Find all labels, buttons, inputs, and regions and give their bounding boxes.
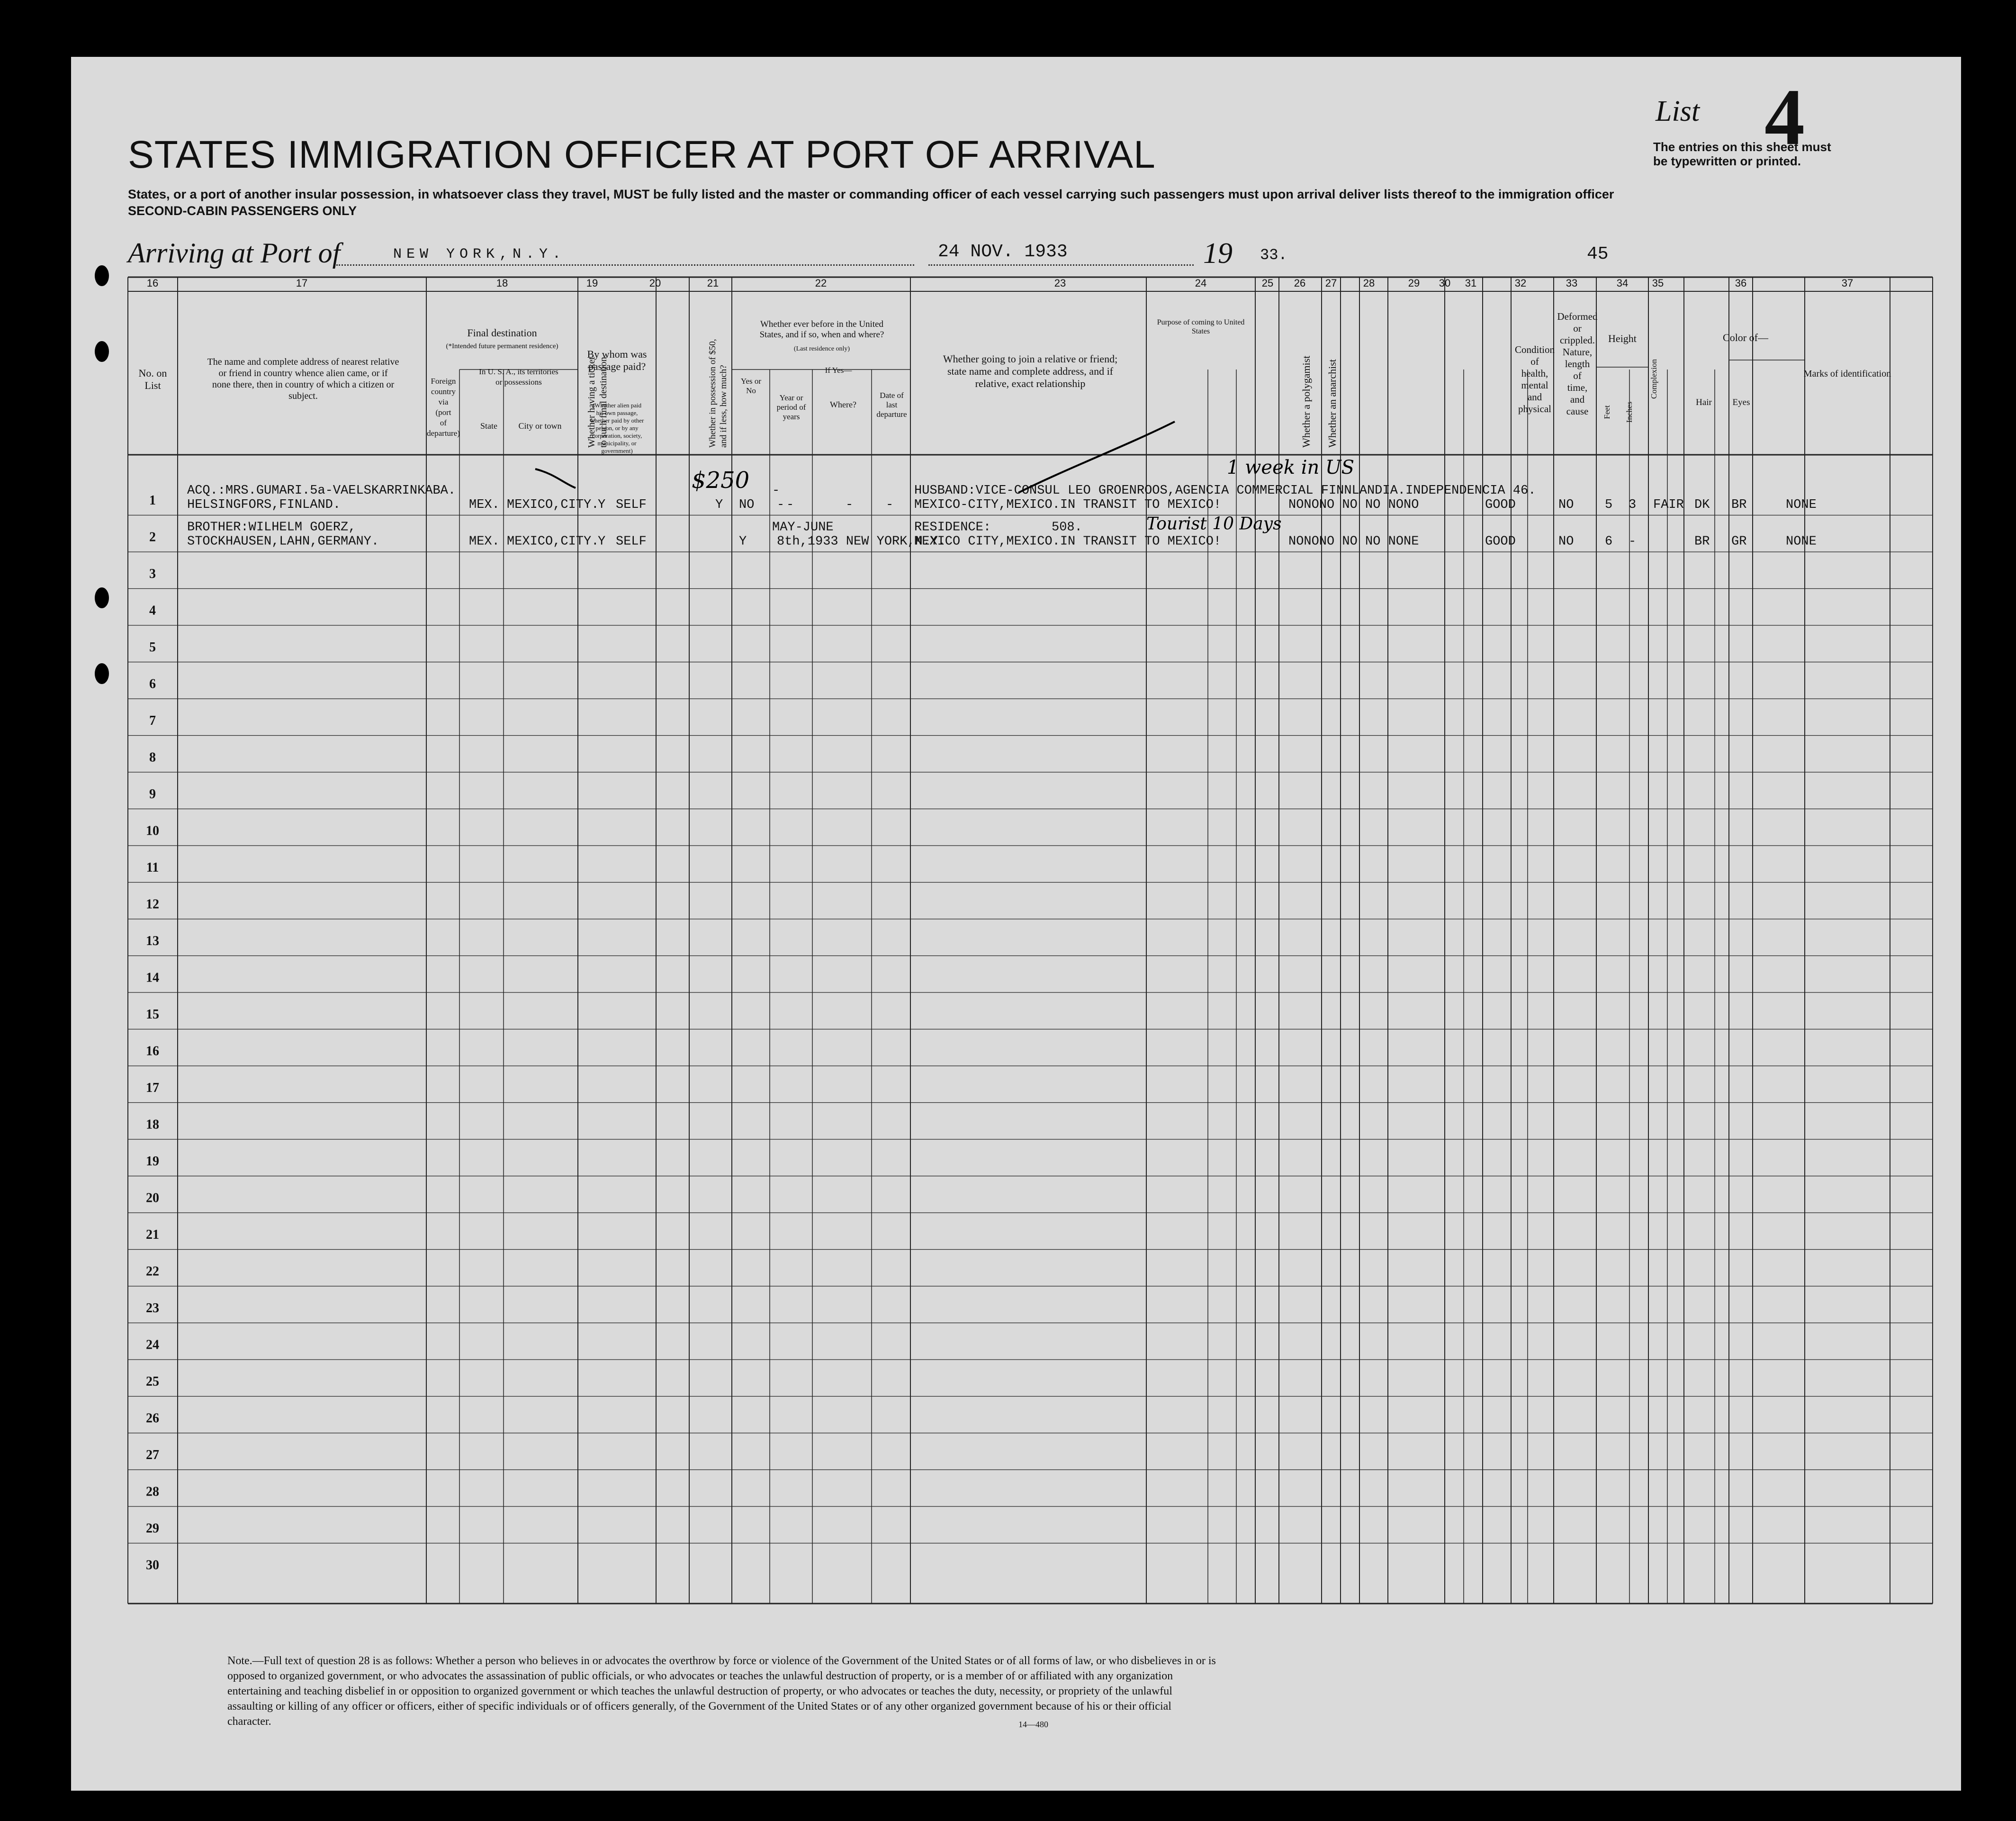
eyes-value: BR <box>1731 498 1747 512</box>
header-money: Whether in possession of $50, <box>708 339 718 448</box>
header-ticket: Whether having a ticket <box>586 357 597 448</box>
header-condition: and <box>1527 391 1542 403</box>
header-deformed: or <box>1573 323 1582 334</box>
header-foreign-country: (port <box>435 408 451 417</box>
header-purpose: States <box>1191 327 1210 335</box>
row-number: 4 <box>149 603 156 618</box>
header-year-period: Year or <box>779 393 803 402</box>
column-number: 33 <box>1566 277 1578 289</box>
column-number: 22 <box>815 277 827 289</box>
header-foreign-country: country <box>431 387 456 396</box>
deformed-value: NO <box>1558 534 1574 549</box>
header-in-usa: or possessions <box>495 378 542 387</box>
marks-value: NONE <box>1786 534 1817 549</box>
row-number: 9 <box>149 787 156 802</box>
header-color-of: Color of— <box>1723 332 1768 343</box>
join-relative-line-1: HUSBAND:VICE-CONSUL LEO GROENROOS,AGENCIA COMMERCIAL FINNLANDIA.INDEPENDENCIA 46. <box>914 484 1536 498</box>
column-number: 30 <box>1439 277 1451 289</box>
instructions-text: States, or a port of another insular possession, in whatsoever class they travel, MUST be fully listed and the master or commanding officer of each vessel carrying such passengers must upon arrival deliver lists thereof to the immigration officer <box>128 187 1614 201</box>
header-passage-paid: By whom was <box>587 348 647 360</box>
column-number: 26 <box>1294 277 1306 289</box>
header-condition: physical <box>1518 403 1551 415</box>
row-number: 2 <box>149 530 156 545</box>
handwritten-check <box>535 469 576 488</box>
join-relative-line-2: MEXICO CITY,MEXICO.IN TRANSIT TO MEXICO! <box>914 534 1222 549</box>
column-number: 17 <box>296 277 308 289</box>
column-number: 37 <box>1841 277 1854 289</box>
header-condition: mental <box>1521 379 1548 391</box>
header-deformed: time, <box>1567 382 1588 393</box>
header-passage-paid-sub: (Whether alien paid <box>592 402 642 409</box>
row-number: 26 <box>146 1411 159 1426</box>
ticket-value: Y <box>598 498 606 512</box>
header-deformed: crippled. <box>1559 334 1595 346</box>
row-number: 16 <box>146 1044 159 1059</box>
row-number: 14 <box>146 970 159 985</box>
header-anarchist: Whether an anarchist <box>1326 359 1338 448</box>
list-number: 4 <box>1764 72 1805 162</box>
column-number: 24 <box>1195 277 1207 289</box>
header-date-departure: Date of <box>880 391 904 400</box>
column-number: 19 <box>586 277 598 289</box>
where-value: 8th,1933 NEW YORK,N.Y. <box>777 534 946 549</box>
row-number: 25 <box>146 1374 159 1389</box>
year-suffix: 33. <box>1260 246 1287 264</box>
header-complexion: Complexion <box>1649 359 1658 399</box>
header-no-on-list: No. on <box>138 367 167 379</box>
header-if-yes: If Yes— <box>825 366 852 375</box>
page-title: STATES IMMIGRATION OFFICER AT PORT OF ARRIVAL <box>128 133 1156 176</box>
departure-dash: - <box>886 498 894 512</box>
header-in-usa: In U. S. A., its territories <box>479 367 558 376</box>
column-number: 35 <box>1652 277 1664 289</box>
punch-hole <box>95 587 109 608</box>
header-yes-no: No <box>746 386 756 395</box>
header-year-period: years <box>783 412 800 421</box>
header-passage-paid-sub: person, or by any <box>595 424 639 432</box>
row-number: 20 <box>146 1190 159 1206</box>
ever-before-value: Y <box>739 534 747 549</box>
row-number: 24 <box>146 1337 159 1352</box>
header-date-departure: last <box>886 400 898 409</box>
header-condition: health, <box>1521 368 1548 379</box>
header-deformed: of <box>1573 370 1582 381</box>
header-deformed: Deformed <box>1557 311 1598 322</box>
inches-value: - <box>1629 534 1637 549</box>
header-height: Height <box>1608 333 1637 344</box>
row-number: 8 <box>149 750 156 765</box>
column-number: 32 <box>1514 277 1527 289</box>
condition-value: GOOD <box>1485 498 1516 512</box>
header-join-relative: relative, exact relationship <box>975 378 1086 389</box>
header-ever-before-sub: (Last residence only) <box>793 345 850 352</box>
row-number: 13 <box>146 934 159 948</box>
date-stamp: 24 NOV. 1933 <box>938 242 1068 262</box>
row-number: 12 <box>146 897 159 912</box>
row-number: 10 <box>146 823 159 838</box>
row-number: 19 <box>146 1154 159 1169</box>
relative-line-2: HELSINGFORS,FINLAND. <box>187 498 341 512</box>
questions-26-31: NONONO NO NO NONE <box>1288 534 1419 549</box>
header-condition: Condition <box>1514 344 1555 355</box>
ever-before-value: NO <box>739 498 755 512</box>
column-number: 16 <box>146 277 159 289</box>
row-number: 18 <box>146 1117 159 1132</box>
header-passage-paid-sub: government) <box>601 447 633 454</box>
header-deformed: Nature, <box>1562 346 1593 358</box>
punch-hole <box>95 663 109 684</box>
destination-city: MEXICO,CITY. <box>507 498 599 512</box>
header-relative: or friend in country whence alien came, or if <box>218 368 388 379</box>
punch-hole <box>95 341 109 362</box>
list-label: List <box>1656 95 1700 127</box>
destination-city: MEXICO,CITY. <box>507 534 599 549</box>
hair-value: BR <box>1694 534 1710 549</box>
column-number: 23 <box>1054 277 1066 289</box>
footnote-text: Note.—Full text of question 28 is as follows: Whether a person who believes in or advocates the overthrow by force or violence of the Government of the United States or of all forms of law, or who disbelieves in or is opposed to organized government, or who advocates the assassination of public officials, or who advocates or teaches the unlawful destruction of property, or is a member of or affiliated with any organization entertaining and teaching disbelief in or opposition to organized government or which teaches the unlawful destruction of property, or who advocates or teaches the duty, necessity, or propriety of the unlawful assaulting or killing of any officer or officers, either of specific individuals or of officers generally, of the Government of the United States or of any other organized government because of his or their official character. <box>227 1655 1216 1728</box>
header-join-relative: state name and complete address, and if <box>947 365 1114 377</box>
destination-state: MEX. <box>469 498 500 512</box>
page-number: 45 <box>1587 244 1609 264</box>
form-code: 14—480 <box>1018 1720 1048 1729</box>
header-year-period: period of <box>776 403 806 412</box>
row-number: 27 <box>146 1448 159 1462</box>
header-state: State <box>480 421 497 431</box>
header-yes-no: Yes or <box>740 377 762 386</box>
condition-value: GOOD <box>1485 534 1516 549</box>
join-relative-line-2: MEXICO-CITY,MEXICO.IN TRANSIT TO MEXICO! <box>914 498 1222 512</box>
column-number: 21 <box>707 277 719 289</box>
header-no-on-list: List <box>144 379 161 391</box>
hair-value: DK <box>1694 498 1710 512</box>
row-number: 23 <box>146 1301 159 1316</box>
header-deformed: cause <box>1566 406 1589 417</box>
header-city: City or town <box>518 421 562 431</box>
join-residence-number: 508. <box>1052 520 1082 535</box>
header-condition: of <box>1530 356 1539 367</box>
class-label: SECOND-CABIN PASSENGERS ONLY <box>128 204 357 218</box>
complexion-value: FAIR <box>1653 498 1684 512</box>
marks-value: NONE <box>1786 498 1817 512</box>
header-passage-paid: passage paid? <box>588 361 646 372</box>
row-number: 1 <box>149 493 156 508</box>
row-number: 28 <box>146 1484 159 1499</box>
year-prefix: 19 <box>1203 237 1233 270</box>
relative-line-2: STOCKHAUSEN,LAHN,GERMANY. <box>187 534 379 549</box>
row-number: 21 <box>146 1227 159 1242</box>
header-deformed: length <box>1565 358 1590 370</box>
header-passage-paid-sub: his own passage, <box>596 409 638 416</box>
inches-value: 3 <box>1629 498 1637 512</box>
destination-state: MEX. <box>469 534 500 549</box>
header-feet: Feet <box>1602 405 1611 419</box>
header-inches: Inches <box>1625 401 1634 423</box>
header-where: Where? <box>830 400 856 409</box>
punch-hole <box>95 265 109 286</box>
relative-line-1: ACQ.:MRS.GUMARI.5a-VAELSKARRINKABA. <box>187 484 456 498</box>
header-marks: Marks of identification <box>1803 369 1891 379</box>
column-number: 31 <box>1465 277 1477 289</box>
port-value: NEW YORK,N.Y. <box>393 246 566 262</box>
list-note: The entries on this sheet must be typewritten or printed. <box>1653 140 1831 168</box>
header-money-2: and if less, how much? <box>719 365 729 448</box>
year-period-value: - <box>772 484 780 498</box>
year-dash: - <box>786 498 794 512</box>
feet-value: 6 <box>1605 534 1613 549</box>
column-number: 18 <box>496 277 508 289</box>
paid-by-value: SELF <box>616 534 647 549</box>
header-relative: none there, then in country of which a citizen or <box>212 379 395 390</box>
where-dash: - <box>846 498 854 512</box>
header-hair: Hair <box>1696 397 1712 407</box>
column-number: 20 <box>649 277 661 289</box>
handwritten-stay: 1 week in US <box>1227 457 1355 478</box>
paid-by-value: SELF <box>616 498 647 512</box>
header-join-relative: Whether going to join a relative or friend; <box>943 353 1118 365</box>
header-final-destination-sub: (*Intended future permanent residence) <box>446 343 558 350</box>
column-number: 34 <box>1616 277 1629 289</box>
header-ever-before: Whether ever before in the United <box>760 319 884 329</box>
row-number: 17 <box>146 1081 159 1095</box>
relative-line-1: BROTHER:WILHELM GOERZ, <box>187 520 356 535</box>
header-foreign-country: Foreign <box>431 377 456 386</box>
questions-26-31: NONONO NO NO NONO <box>1288 498 1419 512</box>
deformed-value: NO <box>1558 498 1574 512</box>
header-relative: The name and complete address of nearest relative <box>207 357 399 367</box>
header-foreign-country: departure) <box>427 429 460 438</box>
money-value: Y <box>715 498 723 512</box>
header-foreign-country: via <box>438 397 449 406</box>
eyes-value: GR <box>1731 534 1747 549</box>
header-passage-paid-sub: corporation, society, <box>592 432 642 439</box>
row-number: 7 <box>149 713 156 728</box>
header-foreign-country: of <box>440 418 447 427</box>
join-relative-line-1: RESIDENCE: <box>914 520 991 535</box>
handwritten-money: $250 <box>692 467 750 494</box>
header-final-destination: Final destination <box>467 327 537 339</box>
row-number: 11 <box>146 860 159 875</box>
header-ever-before: States, and if so, when and where? <box>759 330 884 340</box>
header-date-departure: departure <box>876 410 907 419</box>
header-relative: subject. <box>288 391 318 401</box>
year-period-value: MAY-JUNE <box>772 520 834 535</box>
header-passage-paid-sub: municipality, or <box>597 440 637 447</box>
row-number: 15 <box>146 1007 159 1022</box>
row-number: 5 <box>149 640 156 655</box>
column-number: 28 <box>1363 277 1375 289</box>
row-number: 29 <box>146 1521 159 1536</box>
column-number: 25 <box>1261 277 1274 289</box>
row-number: 6 <box>149 676 156 692</box>
header-deformed: and <box>1570 394 1585 405</box>
header-eyes: Eyes <box>1732 397 1750 407</box>
handwritten-stroke <box>1018 422 1175 493</box>
where-value: - <box>777 498 785 512</box>
column-number: 36 <box>1735 277 1747 289</box>
header-passage-paid-sub: whether paid by other <box>590 417 644 424</box>
row-number: 30 <box>146 1558 159 1573</box>
ticket-value: Y <box>598 534 606 549</box>
header-polygamist: Whether a polygamist <box>1300 355 1312 448</box>
row-number: 3 <box>149 567 156 581</box>
column-number: 29 <box>1408 277 1420 289</box>
row-number: 22 <box>146 1264 159 1279</box>
header-purpose: Purpose of coming to United <box>1157 318 1245 326</box>
column-number: 27 <box>1325 277 1337 289</box>
header-ticket-2: to such final destination <box>598 357 609 448</box>
arriving-label: Arriving at Port of <box>128 237 341 269</box>
feet-value: 5 <box>1605 498 1613 512</box>
handwritten-transit: Tourist 10 Days <box>1146 514 1282 534</box>
